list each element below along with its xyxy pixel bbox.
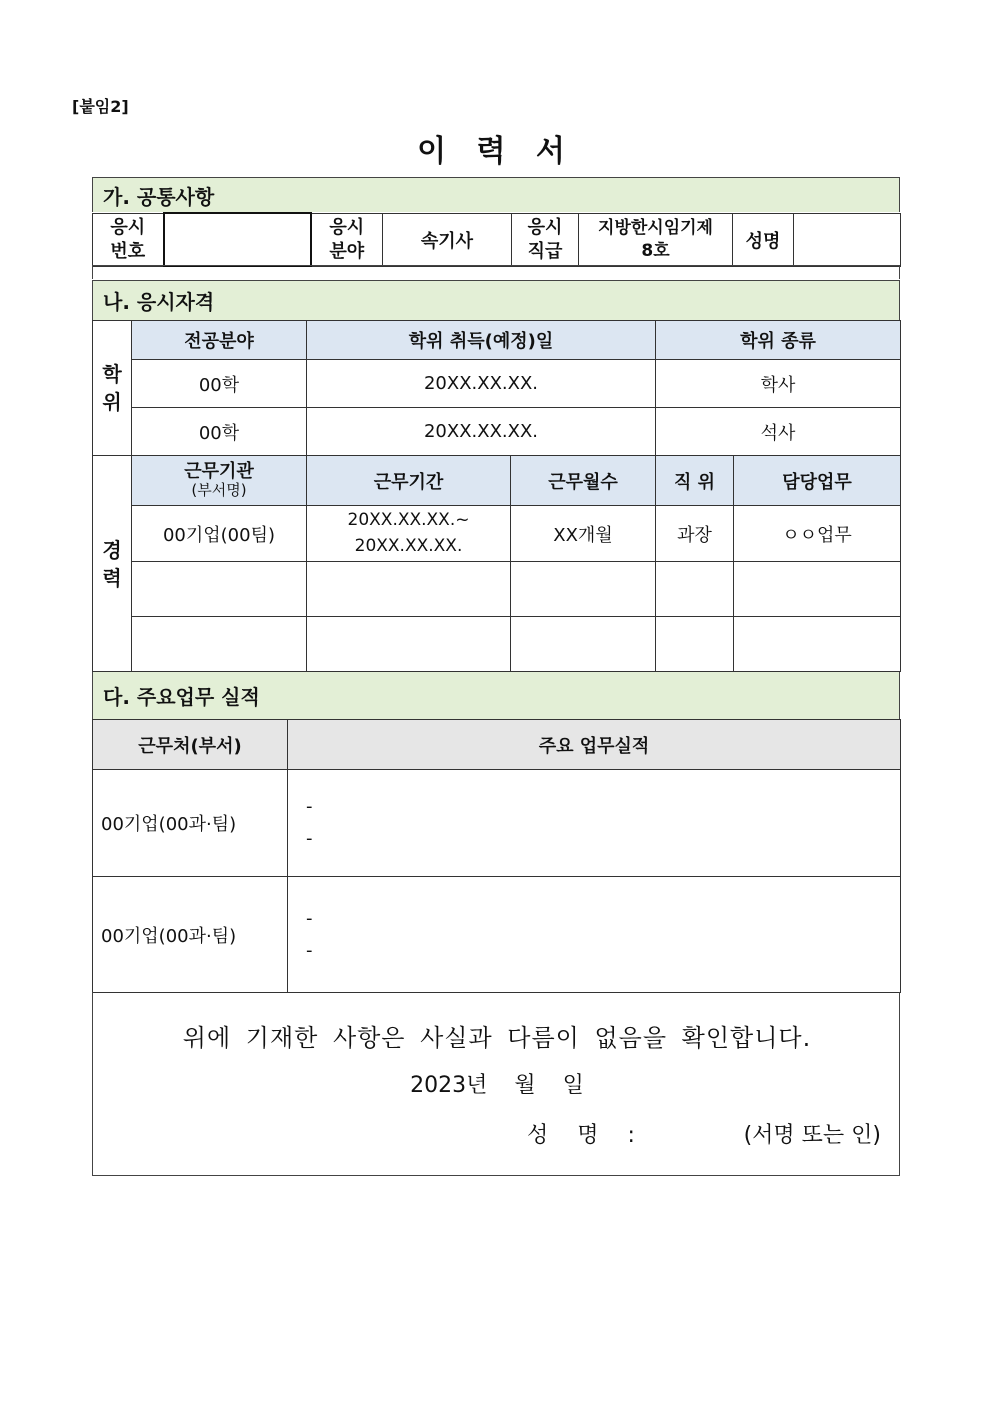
declaration-date: 2023년 월 일 — [410, 1073, 584, 1098]
workplace-cell: 00기업(00과·팀) — [93, 877, 288, 993]
work-achievement-table — [92, 719, 901, 993]
career-position-header: 직 위 — [656, 456, 734, 506]
degree-major-cell: 00학 — [132, 408, 307, 456]
section-c-title: 다. 주요업무 실적 — [103, 685, 260, 709]
career-period-header: 근무기간 — [307, 456, 511, 506]
degree-date-header: 학위 취득(예정)일 — [307, 321, 656, 360]
section-b-header — [92, 280, 900, 320]
career-section-label: 경 력 — [93, 456, 132, 672]
exam-field-label: 응시 분야 — [311, 213, 383, 266]
declaration-box — [92, 992, 900, 1176]
degree-date-cell: 20XX.XX.XX. — [307, 408, 656, 456]
career-org-cell — [132, 617, 307, 672]
exam-field-value: 속기사 — [383, 213, 512, 266]
career-org-cell: 00기업(00팀) — [132, 506, 307, 562]
section-b-title: 나. 응시자격 — [103, 290, 215, 314]
degree-date-cell: 20XX.XX.XX. — [307, 360, 656, 408]
name-field[interactable] — [794, 213, 901, 266]
career-duty-cell — [734, 562, 901, 617]
exam-grade-value: 지방한시임기제 8호 — [579, 213, 733, 266]
common-info-table — [92, 212, 901, 267]
career-duty-header: 담당업무 — [734, 456, 901, 506]
career-period-cell — [307, 617, 511, 672]
degree-major-cell: 00학 — [132, 360, 307, 408]
section-a-header — [92, 177, 900, 212]
career-org-header — [132, 456, 307, 506]
career-position-cell — [656, 617, 734, 672]
major-header: 전공분야 — [132, 321, 307, 360]
career-period-cell — [307, 562, 511, 617]
exam-number-label: 응시 번호 — [93, 213, 164, 266]
workplace-cell: 00기업(00과·팀) — [93, 770, 288, 877]
achievement-item: - — [306, 907, 313, 929]
degree-section-label: 학 위 — [93, 321, 132, 456]
career-duty-cell: ㅇㅇ업무 — [734, 506, 901, 562]
declaration-statement: 위에 기재한 사항은 사실과 다름이 없음을 확인합니다. — [182, 1024, 812, 1052]
achievement-item: - — [306, 939, 313, 961]
exam-grade-label: 응시 직급 — [512, 213, 579, 266]
achievement-cell — [288, 770, 901, 877]
exam-number-field[interactable] — [164, 213, 311, 266]
section-a-title: 가. 공통사항 — [103, 184, 215, 209]
achievement-item: - — [306, 796, 313, 817]
career-period-cell: 20XX.XX.XX.~ 20XX.XX.XX. — [307, 506, 511, 562]
degree-type-header: 학위 종류 — [656, 321, 901, 360]
career-months-header: 근무월수 — [511, 456, 656, 506]
workplace-header: 근무처(부서) — [93, 720, 288, 770]
achievement-header: 주요 업무실적 — [288, 720, 901, 770]
career-months-cell — [511, 617, 656, 672]
career-duty-cell — [734, 617, 901, 672]
degree-table — [92, 320, 901, 672]
career-months-cell: XX개월 — [511, 506, 656, 562]
career-months-cell — [511, 562, 656, 617]
achievement-item: - — [306, 828, 313, 849]
degree-type-cell: 학사 — [656, 360, 901, 408]
name-label: 성명 — [733, 213, 794, 266]
achievement-cell — [288, 877, 901, 993]
declaration-sign-label: 성 명 : — [527, 1123, 639, 1148]
career-org-cell — [132, 562, 307, 617]
document-title: 이 력 서 — [417, 134, 575, 169]
career-position-cell: 과장 — [656, 506, 734, 562]
career-position-cell — [656, 562, 734, 617]
career-org-header-sub: (부서명) — [191, 481, 247, 500]
section-c-header — [92, 672, 900, 719]
attachment-label: [붙임2] — [72, 97, 129, 116]
career-org-header-main: 근무기관 — [184, 460, 254, 482]
degree-type-cell: 석사 — [656, 408, 901, 456]
declaration-seal-label: (서명 또는 인) — [743, 1123, 881, 1148]
spacer-row — [92, 265, 900, 279]
